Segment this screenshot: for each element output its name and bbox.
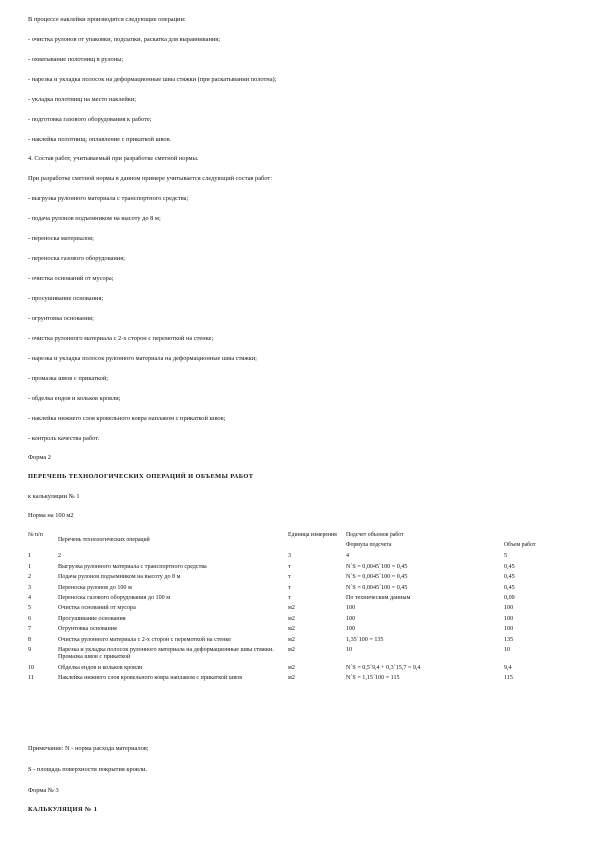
work-item: - обделка ендов и кольков кровли; [28,395,121,402]
row-formula-cell: N´S = 0,0045´100 = 0,45 [346,563,408,570]
work-item: - очистка оснований от мусора; [28,275,114,282]
table-row [28,623,564,633]
work-item: - выгрузка рулонного материала с транспортного средства; [28,195,189,202]
row-unit-cell: м2 [288,636,295,643]
note-area: S - площадь поверхности покрытия кровли. [28,766,148,773]
work-item: - переноска газового оборудования; [28,255,125,262]
work-item: - очистка рулонного материала с 2-х сторон с перемоткой на стенке; [28,335,214,342]
row-unit-cell: т [288,594,291,601]
row-no-cell: 4 [28,594,32,601]
index-cell: 3 [288,553,292,560]
form-2-label: Форма 2 [28,454,51,461]
row-volume-cell: 100 [504,605,514,612]
work-item: - контроль качества работ. [28,435,100,442]
row-volume-cell: 135 [504,636,514,643]
row-no-cell: 9 [28,646,32,653]
header-operation: Перечень технологических операций [58,537,150,544]
table-row [28,613,564,623]
table-row [28,661,564,671]
row-formula-cell: N´S = 0,0045´100 = 0,45 [346,574,408,581]
row-no-cell: 8 [28,636,32,643]
row-unit-cell: м2 [288,605,295,612]
table-row [28,581,564,591]
row-volume-cell: 0,45 [504,584,515,591]
row-volume-cell: 10 [504,646,511,653]
row-no-cell: 3 [28,584,32,591]
row-volume-cell: 100 [504,615,514,622]
row-formula-cell: 100 [346,615,356,622]
intro-line: - укладка полотнищ на место наклейки; [28,96,137,103]
row-unit-cell: т [288,563,291,570]
work-item: - наклейка нижнего слоя кровельного ковра наплавом с прикаткой швов; [28,415,226,422]
table-row [28,644,564,662]
index-cell: 2 [58,553,62,560]
table-index-row [28,549,564,560]
intro-line: - подготовка газового оборудования к работе; [28,116,152,123]
header-unit: Единица измерения [288,532,337,538]
row-formula-cell: N´S = 0,0045´100 = 0,45 [346,584,408,591]
table-header-row [28,532,564,542]
calculation-reference: к калькуляции № 1 [28,493,80,500]
intro-line: - нарезка и укладка полосок на деформационные швы стяжки (при раскатывании полотна); [28,76,277,83]
row-unit-cell: м2 [288,664,295,671]
row-volume-cell: 115 [504,674,513,681]
row-unit-cell: м2 [288,674,295,681]
row-formula-cell: N´S = 1,15´100 = 115 [346,674,400,681]
table-row [28,571,564,581]
intro-line: - очистка рулонов от упаковки, подсыпки, раскатка для выравнивания; [28,36,221,43]
row-formula-cell: 10 [346,646,353,653]
section-4-intro: При разработке сметной нормы в данном примере учитывается следующий состав работ: [28,175,272,182]
row-formula-cell: N´S = 0,5´9,4 + 0,3´15,7 = 9,4 [346,664,421,671]
row-no-cell: 7 [28,626,32,633]
calculation-title: КАЛЬКУЛЯЦИЯ № 1 [28,806,98,813]
intro-line: - наклейка полотнищ; оплавление с прикаткой швов. [28,136,172,143]
row-volume-cell: 0,09 [504,594,515,601]
form-3-label: Форма № 3 [28,787,59,794]
row-name-cell: Нарезка и укладка полосок рулонного материала на деформационные швы стяжки. Промазка швов с прикаткой [58,646,274,661]
work-item: - огрунтовка основания; [28,315,94,322]
row-no-cell: 10 [28,664,35,671]
table-row [28,592,564,602]
intro-line: В процессе наклейки производятся следующие операции: [28,16,186,23]
work-item: - нарезка и укладка полосок рулонного материала на деформационные швы стяжки; [28,355,257,362]
row-formula-cell: 100 [346,626,356,633]
row-formula-cell: 1,35´100 = 135 [346,636,384,643]
row-no-cell: 1 [28,563,32,570]
row-volume-cell: 0,45 [504,563,515,570]
header-number: № п/п [28,532,43,538]
header-formula: Формула подсчета [346,542,392,549]
row-name-cell: Очистка оснований от мусора [58,605,136,612]
index-cell: 1 [28,553,32,560]
operations-table-body [28,561,564,683]
table-title: ПЕРЕЧЕНЬ ТЕХНОЛОГИЧЕСКИХ ОПЕРАЦИЙ И ОБЪЕМЫ РАБОТ [28,473,254,480]
work-item: - промазка швов с прикаткой; [28,375,109,382]
work-item: - подача рулонов подъемником на высоту до 8 м; [28,215,161,222]
row-name-cell: Выгрузка рулонного материала с транспортного средства [58,563,207,570]
note-norm: Примечание: N - норма расхода материалов; [28,745,149,752]
row-no-cell: 2 [28,574,32,581]
row-no-cell: 11 [28,674,34,681]
section-4-title: 4. Состав работ, учитываемый при разработке сметной нормы. [28,155,199,162]
intro-line: - охватывание полотнищ в рулоны; [28,56,124,63]
row-name-cell: Огрунтовка основания [58,626,117,633]
row-no-cell: 5 [28,605,32,612]
row-name-cell: Наклейка нижнего слоя кровельного ковра наплавом с прикаткой швов [58,674,243,681]
row-volume-cell: 9,4 [504,664,512,671]
header-volume: Объем работ [504,542,536,549]
header-volume-calc: Подсчет объемов работ [346,532,404,538]
row-unit-cell: м2 [288,646,295,653]
norm-unit: Норма на 100 м2 [28,512,74,519]
row-unit-cell: м2 [288,615,295,622]
row-name-cell: Переноска газового оборудования до 100 м [58,594,171,601]
row-name-cell: Обделка ендов и кольков кровли [58,664,143,671]
row-formula-cell: 100 [346,605,356,612]
row-unit-cell: м2 [288,626,295,633]
work-item: - просушивание основания; [28,295,104,302]
table-row [28,633,564,643]
operations-table [28,532,564,682]
row-name-cell: Подача рулонов подъемником на высоту до 8 м [58,574,181,581]
index-cell: 5 [504,553,508,560]
table-row [28,602,564,612]
row-unit-cell: т [288,574,291,581]
row-volume-cell: 0,45 [504,574,515,581]
row-volume-cell: 100 [504,626,514,633]
row-formula-cell: По техническим данным [346,594,411,601]
row-name-cell: Просушивание основания [58,615,126,622]
row-name-cell: Переноска рулонов до 100 м [58,584,132,591]
row-no-cell: 6 [28,615,32,622]
index-cell: 4 [346,553,350,560]
work-item: - перенoска материалов; [28,235,94,242]
row-name-cell: Очистка рулонного материала с 2-х сторон с перемоткой на стенке [58,636,231,643]
row-unit-cell: т [288,584,291,591]
table-row [28,672,564,682]
table-row [28,561,564,571]
